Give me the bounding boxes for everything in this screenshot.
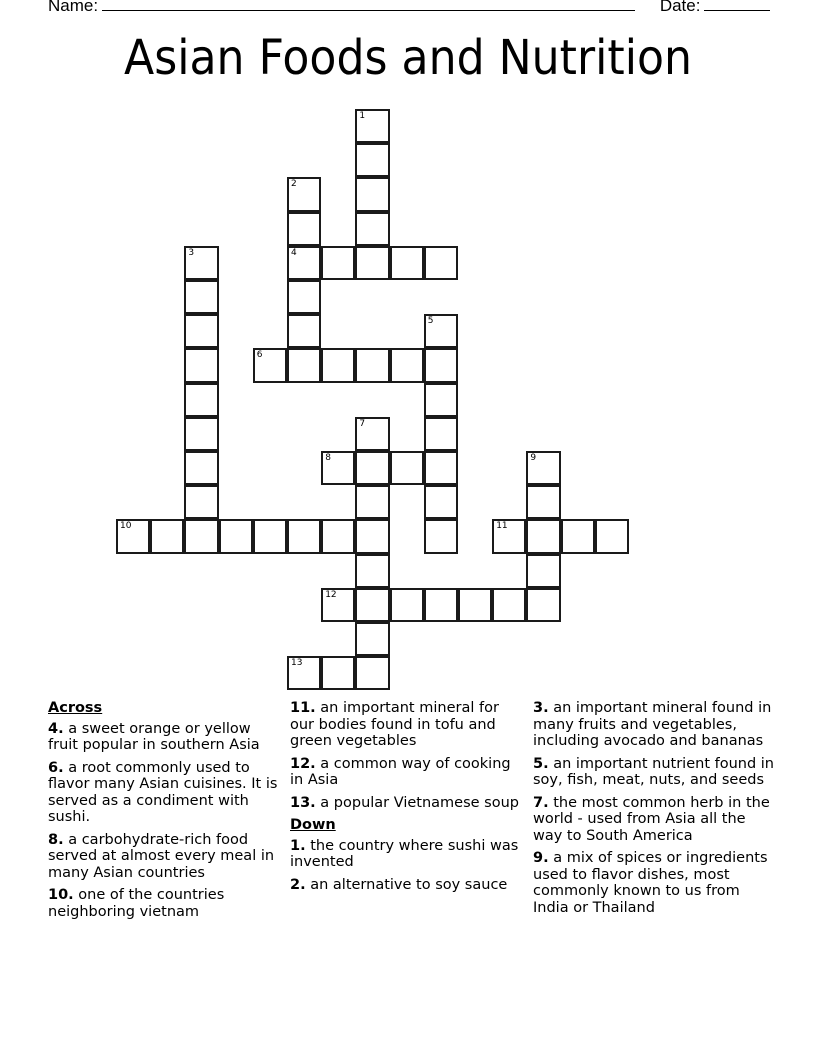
clue-text: a mix of spices or ingredients used to flavor dishes, most commonly known to us from India or Thailand [533, 850, 768, 916]
cell-number: 2 [291, 179, 297, 190]
crossword-cell[interactable] [390, 588, 424, 622]
clue-number: 10. [48, 887, 74, 903]
clue-number: 5. [533, 755, 549, 772]
cell-number: 1 [359, 111, 366, 121]
clue-text: an alternative to soy sauce [310, 876, 508, 893]
crossword-cell[interactable] [492, 519, 526, 553]
page-title: Asian Foods and Nutrition [124, 30, 692, 86]
clue-across-11 [290, 700, 522, 750]
crossword-cell[interactable] [390, 451, 424, 485]
clue-text: a popular Vietnamese soup [320, 794, 520, 811]
crossword-cell[interactable] [390, 246, 424, 280]
clue-text: the most common herb in the world - used from Asia all the way to South America [533, 794, 770, 844]
clue-number: 2. [290, 876, 306, 893]
clue-text: one of the countries neighboring vietnam [48, 887, 225, 920]
date-label: Date: [659, 0, 701, 15]
clue-across-12 [290, 756, 522, 789]
clues-column-3 [533, 700, 778, 922]
crossword-cell[interactable] [355, 485, 389, 519]
clue-text: a common way of cooking in Asia [290, 755, 511, 788]
crossword-cell[interactable] [321, 246, 355, 280]
crossword-cell[interactable] [355, 177, 389, 211]
crossword-cell[interactable] [355, 109, 389, 143]
crossword-cell[interactable] [526, 485, 560, 519]
crossword-cell[interactable] [355, 519, 389, 553]
crossword-cell[interactable] [424, 246, 458, 280]
cell-number: 10 [120, 521, 132, 532]
crossword-cell[interactable] [287, 246, 321, 280]
clue-text: an important mineral found in many fruits and vegetables, including avocado and bananas [533, 700, 772, 749]
clue-across-10 [48, 887, 280, 920]
crossword-cell[interactable] [355, 656, 389, 690]
crossword-cell[interactable] [424, 485, 458, 519]
crossword-cell[interactable] [184, 314, 218, 348]
crossword-cell[interactable] [355, 417, 389, 451]
crossword-cell[interactable] [321, 348, 355, 382]
clue-across-8 [48, 832, 280, 882]
crossword-cell[interactable] [424, 383, 458, 417]
crossword-cell[interactable] [355, 554, 389, 588]
cell-number: 7 [359, 418, 366, 429]
clue-number: 11. [290, 700, 316, 716]
crossword-cell[interactable] [390, 348, 424, 382]
crossword-cell[interactable] [424, 519, 458, 553]
crossword-cell[interactable] [219, 519, 253, 553]
crossword-cell[interactable] [321, 656, 355, 690]
cell-number: 3 [188, 247, 195, 258]
crossword-cell[interactable] [116, 519, 150, 553]
clue-down-5 [533, 756, 778, 789]
cell-number: 13 [291, 658, 303, 669]
clue-text: the country where sushi was invented [290, 837, 519, 870]
clue-number: 6. [48, 759, 64, 776]
clue-number: 8. [48, 831, 64, 848]
crossword-cell[interactable] [424, 588, 458, 622]
clue-down-9 [533, 850, 778, 916]
crossword-cell[interactable] [184, 417, 218, 451]
down-heading: Down [290, 817, 336, 833]
clue-text: an important mineral for our bodies found in tofu and green vegetables [290, 700, 499, 749]
across-heading: Across [48, 700, 103, 716]
crossword-cell[interactable] [355, 451, 389, 485]
cell-number: 5 [427, 316, 434, 327]
crossword-cell[interactable] [424, 417, 458, 451]
crossword-cell[interactable] [355, 212, 389, 246]
clue-number: 1. [290, 837, 306, 854]
crossword-cell[interactable] [561, 519, 595, 553]
crossword-cell[interactable] [355, 622, 389, 656]
crossword-cell[interactable] [492, 588, 526, 622]
name-field-line[interactable] [102, 0, 635, 11]
cell-number: 8 [325, 453, 331, 463]
crossword-cell[interactable] [526, 451, 560, 485]
cell-number: 4 [291, 247, 297, 258]
crossword-cell[interactable] [526, 519, 560, 553]
clue-text: a root commonly used to flavor many Asian cuisines. It is served as a condiment with sushi. [48, 759, 278, 825]
crossword-cell[interactable] [184, 485, 218, 519]
clue-number: 12. [290, 755, 316, 772]
crossword-cell[interactable] [184, 246, 218, 280]
crossword-cell[interactable] [526, 588, 560, 622]
clue-number: 3. [533, 700, 549, 716]
crossword-cell[interactable] [355, 348, 389, 382]
clues-column-1 [48, 700, 280, 926]
crossword-cell[interactable] [287, 314, 321, 348]
crossword-cell[interactable] [184, 451, 218, 485]
clue-text: a carbohydrate-rich food served at almost every meal in many Asian countries [48, 831, 275, 881]
crossword-cell[interactable] [150, 519, 184, 553]
clue-text: a sweet orange or yellow fruit popular in southern Asia [48, 720, 260, 753]
crossword-cell[interactable] [595, 519, 629, 553]
clue-number: 7. [533, 794, 549, 811]
crossword-cell[interactable] [184, 280, 218, 314]
worksheet-header [48, 0, 770, 16]
clue-number: 13. [290, 794, 316, 811]
crossword-cell[interactable] [253, 519, 287, 553]
crossword-cell[interactable] [321, 519, 355, 553]
clue-down-3 [533, 700, 778, 750]
clue-down-7 [533, 795, 778, 845]
crossword-cell[interactable] [287, 212, 321, 246]
crossword-cell[interactable] [424, 348, 458, 382]
clue-number: 4. [48, 720, 64, 737]
clue-down-1 [290, 838, 522, 871]
crossword-cell[interactable] [253, 348, 287, 382]
clue-across-13 [290, 795, 522, 812]
crossword-cell[interactable] [355, 246, 389, 280]
clue-down-2 [290, 877, 522, 894]
crossword-cell[interactable] [184, 519, 218, 553]
clue-across-6 [48, 760, 280, 826]
crossword-cell[interactable] [287, 519, 321, 553]
clues-column-2 [290, 700, 522, 899]
crossword-cell[interactable] [287, 656, 321, 690]
crossword-cell[interactable] [458, 588, 492, 622]
clue-across-4 [48, 721, 280, 754]
date-field-line[interactable] [704, 0, 770, 11]
clue-number: 9. [533, 850, 549, 866]
crossword-cell[interactable] [424, 314, 458, 348]
crossword-cell[interactable] [287, 177, 321, 211]
crossword-cell[interactable] [287, 280, 321, 314]
crossword-cell[interactable] [184, 383, 218, 417]
crossword-cell[interactable] [321, 588, 355, 622]
cell-number: 11 [496, 521, 508, 532]
crossword-cell[interactable] [355, 143, 389, 177]
crossword-cell[interactable] [287, 348, 321, 382]
crossword-cell[interactable] [184, 348, 218, 382]
crossword-cell[interactable] [355, 588, 389, 622]
cell-number: 6 [256, 350, 263, 361]
crossword-cell[interactable] [526, 554, 560, 588]
crossword-cell[interactable] [424, 451, 458, 485]
clue-text: an important nutrient found in soy, fish, meat, nuts, and seeds [533, 755, 774, 788]
crossword-cell[interactable] [321, 451, 355, 485]
cell-number: 9 [530, 453, 537, 463]
name-label: Name: [48, 0, 99, 15]
cell-number: 12 [325, 589, 337, 600]
